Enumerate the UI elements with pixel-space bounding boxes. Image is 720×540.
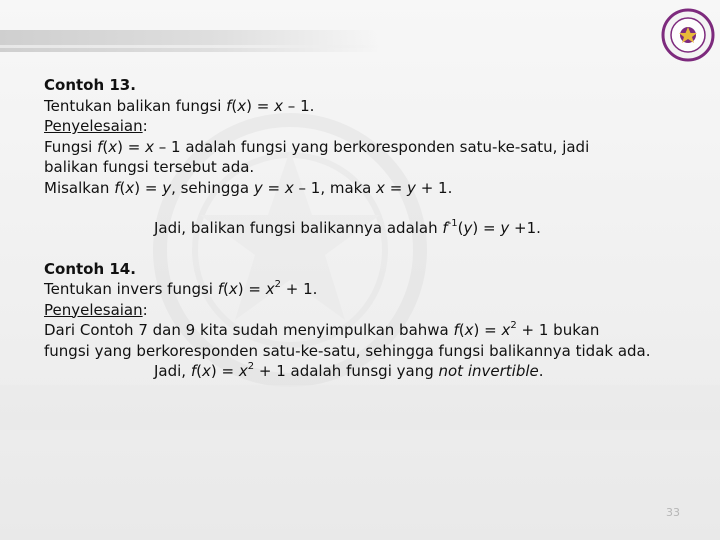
example-13-question: Tentukan balikan fungsi f(x) = x – 1. — [44, 96, 315, 115]
text: Tentukan invers fungsi — [44, 280, 218, 298]
superscript: 2 — [274, 279, 281, 290]
var-x: x — [274, 96, 284, 115]
text: + 1 adalah funsgi yang — [254, 362, 439, 380]
var-f: f — [226, 96, 232, 115]
superscript: 2 — [510, 320, 517, 331]
example-14-line-1: Dari Contoh 7 dan 9 kita sudah menyimpulkan bahwa $f(x) = x^2 + 1$ bukan — [44, 320, 600, 339]
text: + 1. — [415, 178, 453, 197]
text: Jadi, — [154, 362, 191, 380]
var-f: f — [442, 219, 448, 237]
var-f: f — [217, 280, 224, 298]
var-x: x — [501, 321, 511, 339]
text: ) = — [237, 280, 266, 298]
spacer — [44, 198, 704, 218]
text: ) = — [134, 178, 163, 197]
university-seal-icon — [661, 8, 715, 62]
var-f: f — [114, 178, 120, 197]
solution-label: Penyelesaian — [44, 117, 143, 135]
text: + 1. — [281, 280, 318, 298]
spacer — [44, 239, 704, 259]
example-14-line-2: fungsi yang berkoresponden satu-ke-satu, sehingga fungsi balikannya tidak ada. — [44, 341, 651, 360]
var-f: f — [97, 137, 103, 156]
var-x: x — [228, 280, 238, 298]
text: ) = — [210, 362, 239, 380]
var-x: x — [238, 362, 248, 380]
example-14-title: Contoh 14. — [44, 259, 136, 278]
slide-body — [44, 75, 704, 382]
var-y: y — [253, 178, 263, 197]
solution-label: Penyelesaian — [44, 300, 143, 319]
superscript: 2 — [247, 361, 255, 372]
text: – 1 adalah fungsi yang berkoresponden satu-ke-satu, jadi — [153, 137, 590, 156]
text: +1. — [509, 219, 541, 237]
text: Tentukan balikan fungsi — [44, 96, 227, 115]
superscript: -1 — [447, 218, 458, 229]
text: . — [538, 362, 544, 380]
text: ) = — [246, 96, 275, 115]
var-f: f — [453, 321, 459, 339]
example-13-solution-label — [44, 116, 704, 137]
example-13-title: Contoh 13. — [44, 76, 136, 94]
var-f: f — [190, 362, 197, 380]
text: – 1, maka — [293, 178, 377, 197]
text: ) = — [472, 219, 501, 237]
example-13-line-1: Fungsi f(x) = x – 1 adalah fungsi yang berkoresponden satu-ke-satu, jadi — [44, 137, 590, 156]
var-x: x — [237, 96, 247, 115]
example-13-line-2: balikan fungsi tersebut ada. — [44, 158, 255, 176]
text: = — [262, 178, 285, 197]
text: Fungsi — [44, 137, 98, 156]
example-13-conclusion: Jadi, balikan fungsi balikannya adalah $f^{-1}(y) = y +1$. — [154, 218, 541, 237]
text: , sehingga — [171, 178, 254, 197]
example-14-solution-label — [44, 300, 704, 321]
var-x: x — [464, 321, 474, 339]
var-x: x — [265, 280, 275, 298]
text: ) = — [473, 321, 502, 339]
var-y: y — [162, 178, 172, 197]
var-x: x — [108, 137, 118, 156]
text: + 1 bukan — [516, 321, 600, 339]
text: Jadi, balikan fungsi balikannya adalah — [154, 219, 443, 237]
colon: : — [142, 300, 148, 319]
text: Dari Contoh 7 dan 9 kita sudah menyimpulkan bahwa — [44, 321, 454, 339]
var-x: x — [284, 178, 294, 197]
text: = — [384, 178, 408, 197]
var-x: x — [376, 178, 385, 197]
example-13-line-3: Misalkan f(x) = y, sehingga y = x – 1, maka x = y + 1. — [44, 178, 453, 197]
example-14-question: Tentukan invers fungsi $f(x) = x^2 + 1$. — [44, 279, 318, 298]
var-x: x — [145, 137, 154, 156]
var-y: y — [463, 219, 473, 237]
var-y: y — [500, 219, 510, 237]
colon: : — [142, 117, 148, 135]
example-14-conclusion: Jadi, $f(x) = x^2 + 1$ adalah funsgi yang not invertible. — [154, 361, 544, 380]
text: Misalkan — [44, 178, 115, 197]
text: – 1. — [283, 96, 315, 115]
var-x: x — [201, 362, 211, 380]
page-number: 33 — [666, 506, 680, 519]
italic-term: not invertible — [438, 362, 539, 380]
var-x: x — [125, 178, 135, 197]
text: ) = — [117, 137, 146, 156]
var-y: y — [407, 178, 416, 197]
